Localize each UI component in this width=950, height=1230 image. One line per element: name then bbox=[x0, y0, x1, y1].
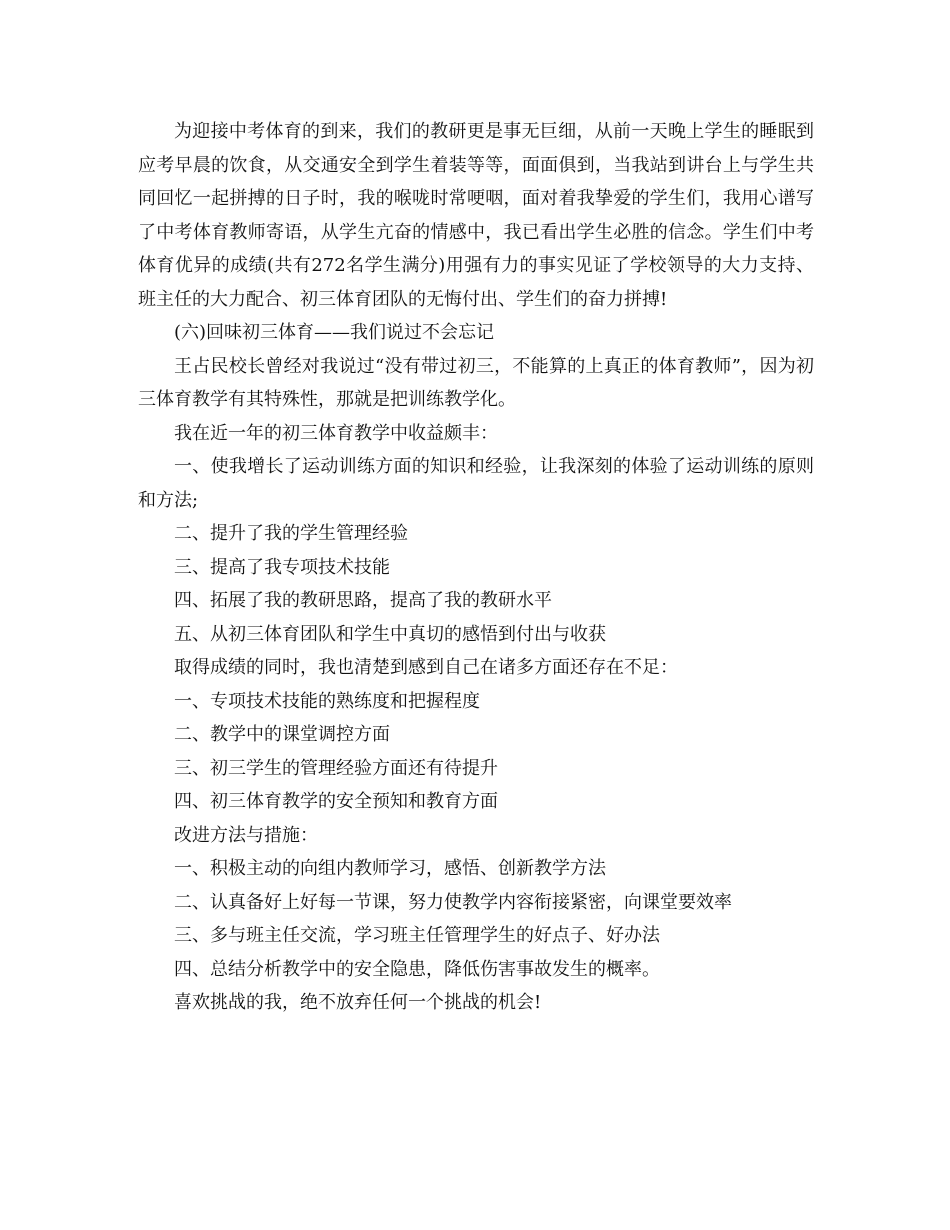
list-item-shortcoming-3: 三、初三学生的管理经验方面还有待提升 bbox=[174, 757, 498, 779]
list-item-improvement-1: 一、积极主动的向组内教师学习，感悟、创新教学方法 bbox=[174, 858, 606, 879]
paragraph-principal-quote: 王占民校长曾经对我说过“没有带过初三，不能算的上真正的体育教师”，因为初三体育教学有其特殊性，那就是把训练教学化。 bbox=[138, 355, 814, 410]
list-item-gain-2: 二、提升了我的学生管理经验 bbox=[174, 523, 408, 544]
paragraph-closing: 喜欢挑战的我，绝不放弃任何一个挑战的机会! bbox=[174, 992, 542, 1013]
document-body bbox=[138, 115, 814, 1020]
list-item-gain-4: 四、拓展了我的教研思路，提高了我的教研水平 bbox=[174, 590, 552, 611]
paragraph-exam-preparation: 为迎接中考体育的到来，我们的教研更是事无巨细，从前一天晚上学生的睡眠到应考早晨的饮食，从交通安全到学生着装等等，面面俱到，当我站到讲台上与学生共同回忆一起拼搏的日子时，我的喉咙时常哽咽，面对着我挚爱的学生们，我用心谱写了中考体育教师寄语，从学生亢奋的情感中，我已看出学生必胜的信念。学生们中考体育优异的成绩(共有272名学生满分)用强有力的事实见证了学校领导的大力支持、班主任的大力配合、初三体育团队的无悔付出、学生们的奋力拼搏! bbox=[138, 121, 814, 310]
paragraph-improvements-intro: 改进方法与措施： bbox=[174, 824, 318, 846]
list-item-gain-3: 三、提高了我专项技术技能 bbox=[174, 556, 390, 578]
list-item-shortcoming-4: 四、初三体育教学的安全预知和教育方面 bbox=[174, 791, 498, 812]
paragraph-shortcomings-intro: 取得成绩的同时，我也清楚到感到自己在诸多方面还存在不足： bbox=[174, 657, 678, 678]
list-item-improvement-3: 三、多与班主任交流，学习班主任管理学生的好点子、好办法 bbox=[174, 925, 660, 946]
list-item-improvement-2: 二、认真备好上好每一节课，努力使教学内容衔接紧密，向课堂要效率 bbox=[174, 891, 732, 913]
list-item-shortcoming-2: 二、教学中的课堂调控方面 bbox=[174, 724, 390, 745]
list-item-gain-1: 一、使我增长了运动训练方面的知识和经验，让我深刻的体验了运动训练的原则和方法; bbox=[138, 456, 814, 511]
section-heading-six: (六)回味初三体育——我们说过不会忘记 bbox=[174, 322, 495, 343]
list-item-shortcoming-1: 一、专项技术技能的熟练度和把握程度 bbox=[174, 690, 480, 712]
list-item-improvement-4: 四、总结分析教学中的安全隐患，降低伤害事故发生的概率。 bbox=[174, 958, 660, 980]
paragraph-gains-intro: 我在近一年的初三体育教学中收益颇丰： bbox=[174, 422, 498, 444]
list-item-gain-5: 五、从初三体育团队和学生中真切的感悟到付出与收获 bbox=[174, 623, 606, 645]
